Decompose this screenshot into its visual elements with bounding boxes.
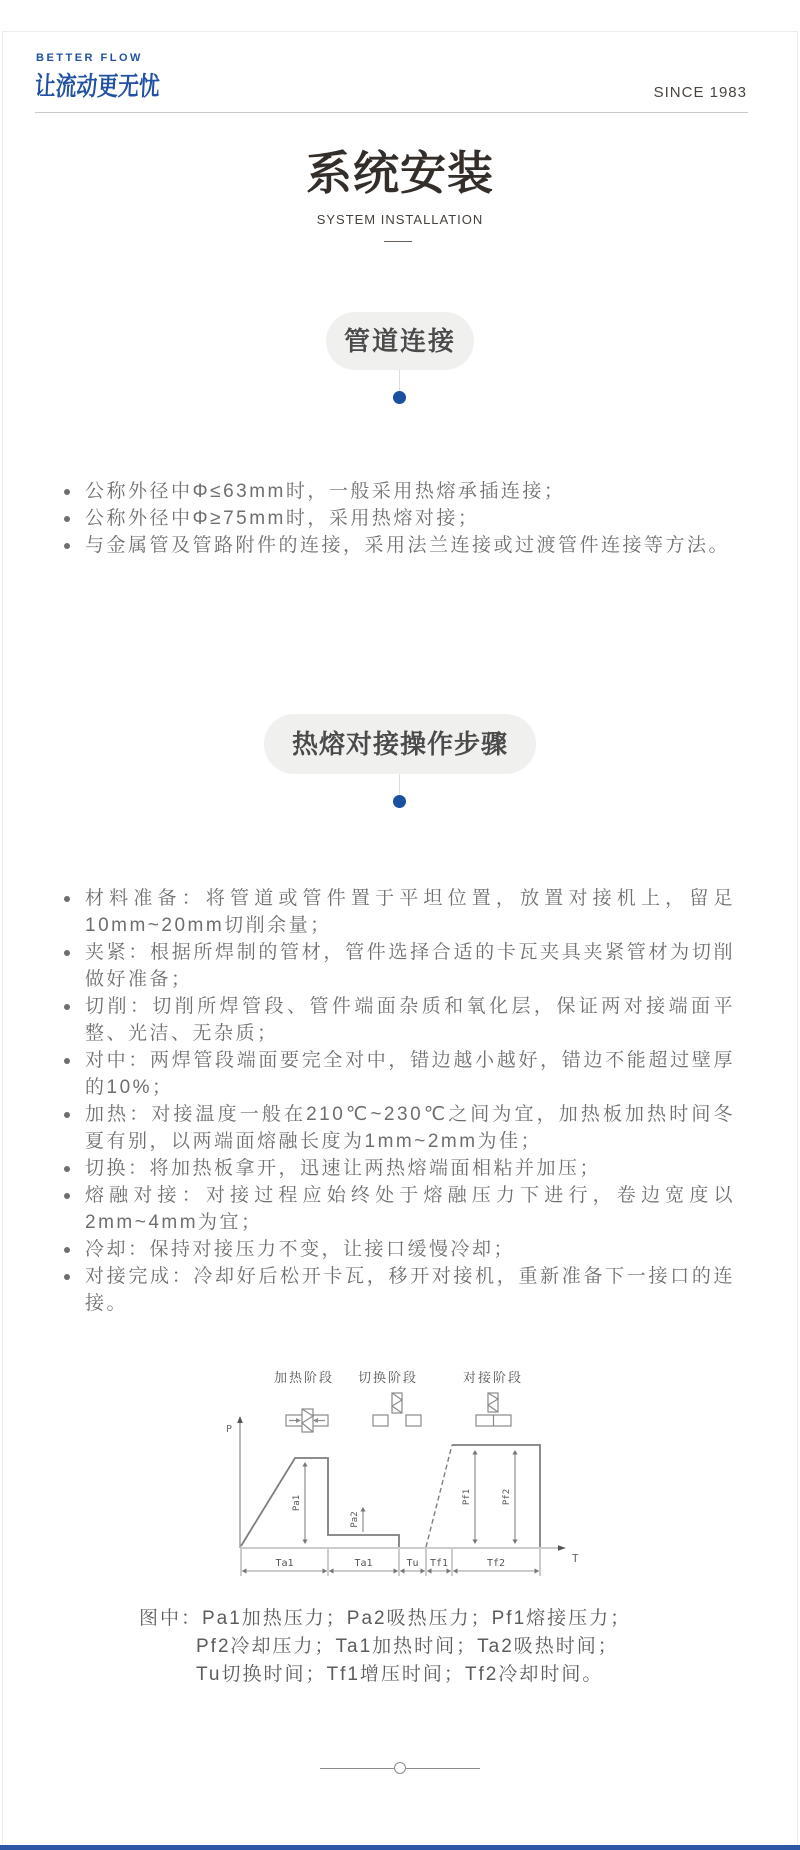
connector-line <box>399 774 400 795</box>
pressure-dimension-label: Pa1 <box>292 1494 302 1512</box>
caption-line: Tu切换时间；Tf1增压时间；Tf2冷却时间。 <box>196 1664 604 1685</box>
badge-fusion-steps: 热熔对接操作步骤 <box>264 714 536 774</box>
title-underline <box>384 241 412 242</box>
arrowhead-icon <box>242 1568 247 1573</box>
arrowhead-icon <box>323 1568 328 1573</box>
arrowhead-icon <box>512 1450 517 1455</box>
footer-divider <box>320 1768 394 1769</box>
footer-circle-icon <box>394 1762 406 1774</box>
arrowhead-icon <box>472 1450 477 1455</box>
pipe-connection-list <box>85 478 735 559</box>
time-segment-label: Tf2 <box>486 1558 506 1569</box>
brand-logo: 让流动更无忧 <box>34 71 161 101</box>
list-item: 对中：两焊管段端面要完全对中，错边越小越好，错边不能超过壁厚的10%； <box>85 1047 735 1101</box>
brand-tagline: BETTER FLOW <box>36 52 143 64</box>
arrowhead-icon <box>421 1568 426 1573</box>
since-label: SINCE 1983 <box>653 84 747 101</box>
list-item: 夹紧：根据所焊制的管材，管件选择合适的卡瓦夹具夹紧管材为切削做好准备； <box>85 939 735 993</box>
time-segment-label: Tf1 <box>429 1558 449 1569</box>
welding-pressure-time-chart <box>180 1355 620 1585</box>
bottom-accent-bar <box>0 1845 800 1850</box>
arrowhead-icon <box>302 1540 307 1545</box>
arrowhead-icon <box>512 1540 517 1545</box>
phase-label-jointing: 对接阶段 <box>462 1370 524 1385</box>
badge-pipe-connection: 管道连接 <box>326 312 474 370</box>
pressure-dimension-label: Pf1 <box>462 1488 472 1506</box>
footer-divider <box>406 1768 480 1769</box>
list-item: 与金属管及管路附件的连接，采用法兰连接或过渡管件连接等方法。 <box>85 532 735 559</box>
list-item: 冷却：保持对接压力不变，让接口缓慢冷却； <box>85 1236 735 1263</box>
time-segment-label: Ta1 <box>354 1558 373 1569</box>
list-item: 切换：将加热板拿开，迅速让两热熔端面相粘并加压； <box>85 1155 735 1182</box>
fusion-steps-list <box>85 885 735 1317</box>
list-item: 材料准备：将管道或管件置于平坦位置，放置对接机上，留足10mm~20mm切削余量； <box>85 885 735 939</box>
pressure-curve-heating <box>241 1458 399 1547</box>
switching-phase-icon <box>373 1393 421 1426</box>
connector-dot-icon <box>393 391 406 404</box>
time-segment-label: Tu <box>406 1558 419 1569</box>
chart-axes <box>226 1416 579 1565</box>
diagram-caption <box>139 1605 631 1689</box>
arrowhead-icon <box>453 1568 458 1573</box>
joint-phase-icon <box>476 1393 511 1426</box>
pressure-dimension-label: Pa2 <box>350 1511 360 1528</box>
x-axis-label: T <box>572 1552 579 1565</box>
y-axis-label: P <box>226 1424 233 1435</box>
list-item: 加热：对接温度一般在210℃~230℃之间为宜，加热板加热时间冬夏有别，以两端面熔融长度为1mm~2mm为佳； <box>85 1101 735 1155</box>
arrowhead-icon <box>394 1568 399 1573</box>
phase-label-heating: 加热阶段 <box>273 1370 335 1385</box>
arrowhead-icon <box>329 1568 334 1573</box>
arrowhead-icon <box>302 1462 307 1467</box>
heating-phase-icon <box>286 1409 328 1432</box>
arrowhead-icon <box>360 1507 365 1512</box>
list-item: 对接完成：冷却好后松开卡瓦，移开对接机，重新准备下一接口的连接。 <box>85 1263 735 1317</box>
pressure-dimension-label: Pf2 <box>502 1488 512 1506</box>
list-item: 公称外径中Φ≤63mm时，一般采用热熔承插连接； <box>85 478 735 505</box>
arrowhead-icon <box>535 1568 540 1573</box>
caption-line: 图中：Pa1加热压力；Pa2吸热压力；Pf1熔接压力； <box>139 1608 632 1629</box>
arrowhead-icon <box>472 1540 477 1545</box>
list-item: 熔融对接：对接过程应始终处于熔融压力下进行，卷边宽度以2mm~4mm为宜； <box>85 1182 735 1236</box>
header-divider <box>35 112 748 113</box>
arrowhead-icon <box>400 1568 405 1573</box>
page-subtitle: SYSTEM INSTALLATION <box>316 212 484 227</box>
caption-line: Pf2冷却压力；Ta1加热时间；Ta2吸热时间； <box>196 1636 619 1657</box>
page-title: 系统安装 <box>306 147 494 199</box>
phase-label-switching: 切换阶段 <box>357 1370 419 1385</box>
list-item: 公称外径中Φ≥75mm时，采用热熔对接； <box>85 505 735 532</box>
arrowhead-icon <box>427 1568 432 1573</box>
arrowhead-icon <box>447 1568 452 1573</box>
pressure-curve-ramp <box>426 1445 452 1547</box>
time-segment-label: Ta1 <box>275 1558 294 1569</box>
connector-line <box>399 370 400 391</box>
connector-dot-icon <box>393 795 406 808</box>
list-item: 切削：切削所焊管段、管件端面杂质和氧化层，保证两对接端面平整、光洁、无杂质； <box>85 993 735 1047</box>
